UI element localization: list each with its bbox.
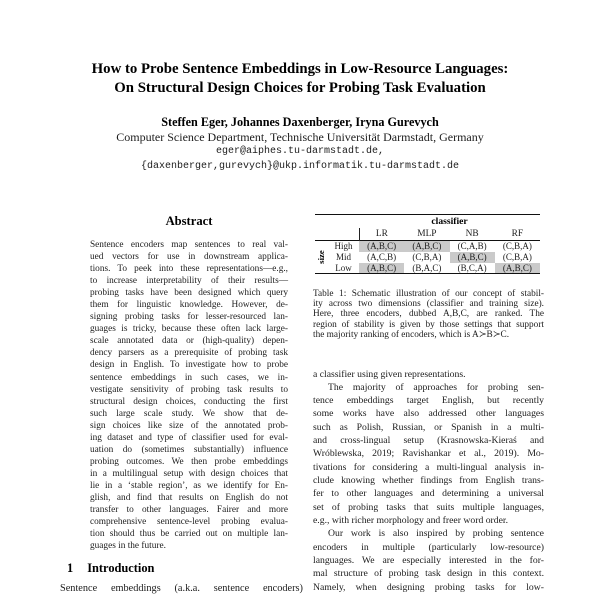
section-title: Introduction: [87, 561, 155, 575]
text-line: tivations for considering a multi-lingual analysis in-: [313, 461, 544, 473]
text-line: some works have also addressed other languages: [313, 408, 544, 420]
text-line: ued vectors for use in downstream applica-: [90, 252, 288, 263]
text-line: Namely, when designing probing tasks for low-: [313, 581, 544, 593]
table-cell: (B,A,C): [412, 262, 442, 273]
section-heading-introduction: [67, 561, 154, 576]
text-line: e.g., with richer morphology and freer word order.: [313, 514, 509, 526]
text-line: to increase interpretability of their results—: [90, 276, 288, 287]
text-line: in a multilingual setup with design choices that: [90, 468, 288, 479]
table-1-header: [315, 215, 540, 241]
text-line: probing tasks have been designed which query: [90, 288, 288, 299]
text-line: guages is tricky, because these often lack large-: [90, 324, 288, 335]
text-line: fer to other languages and determining a universal: [313, 488, 544, 500]
text-line: such large scale study. We show that de-: [90, 408, 288, 419]
text-line: sign choices like size of the annotated prob-: [90, 420, 288, 431]
text-line: set of probing tasks that suits multiple languages,: [313, 501, 544, 513]
text-line: scale annotated data or (high-quality) depen-: [90, 336, 288, 347]
text-line: uation do (sometimes substantially) influence: [90, 444, 288, 455]
text-line: lie in a ‘stable region’, as we identify for En-: [90, 480, 288, 491]
text-line: and cross-lingual setup (Krasnowska-Kieraś and: [313, 435, 544, 447]
text-line: vestigate sensitivity of probing task results to: [90, 384, 288, 395]
text-line: such as Polish, Russian, or Spanish in a multi-: [313, 421, 544, 433]
right-column-text: [313, 368, 544, 594]
text-line: Sentence embeddings (a.k.a. sentence encoders): [60, 582, 303, 594]
email-line-1: eger@aiphes.tu-darmstadt.de,: [215, 146, 385, 157]
table-cell: (A,B,C): [495, 263, 540, 274]
table-1-body: [315, 241, 540, 274]
abstract-heading: Abstract: [165, 214, 213, 228]
text-line: tions. To peek into these representations—e.g.,: [90, 264, 288, 275]
table-cell: (A,B,C): [359, 263, 404, 274]
text-line: languages. We are especially interested in the for-: [313, 554, 544, 566]
text-line: encoders in multiple (particularly low-resource): [313, 541, 544, 553]
text-line: region of stability is given by those settings that support: [313, 319, 544, 330]
table-row: [315, 241, 540, 252]
text-line: probing outcomes. We then probe embeddings: [90, 456, 288, 467]
column-header-lr: LR: [359, 228, 404, 241]
column-header-nb: NB: [465, 229, 479, 239]
text-line: ity across two dimensions (classifier and training size).: [313, 298, 544, 309]
row-group-label: size: [316, 250, 326, 265]
text-line: them for linguistic knowledge. However, de-: [90, 300, 288, 311]
table-cell: (A,B,C): [404, 241, 449, 252]
table-cell: (C,B,A): [412, 252, 442, 263]
paper-title: [0, 60, 600, 98]
table-1-caption: [313, 289, 544, 341]
text-line: guages in the future.: [90, 541, 166, 552]
paper-title-line-1: How to Probe Sentence Embeddings in Low-Resource Languages:: [91, 61, 509, 77]
text-line: transfer to other languages. Fairer and more: [90, 505, 288, 516]
row-label-low: Low: [335, 262, 352, 273]
table-cell: (A,B,C): [359, 241, 404, 252]
paper-title-line-2: On Structural Design Choices for Probing Task Evaluation: [114, 80, 486, 96]
table-row: [315, 252, 540, 263]
table-1: [315, 214, 540, 274]
introduction-text: [60, 582, 303, 595]
text-line: Here, three encoders, dubbed A,B,C, are ranked. The: [313, 309, 544, 320]
section-number: 1: [67, 561, 74, 575]
table-1-grid: [315, 214, 540, 274]
text-line: ing dataset and type of classifier used for eval-: [90, 432, 288, 443]
text-line: structural design choices, conducting the first: [90, 396, 288, 407]
text-line: the majority ranking of encoders, which is A≻B≻C.: [313, 329, 510, 340]
email-line-2: {daxenberger,gurevych}@ukp.informatik.tu-darmstadt.de: [140, 160, 460, 172]
text-line: clude knowing whether findings from English trans-: [313, 475, 544, 486]
text-line: dency parsers as a prerequisite of probing task: [90, 348, 288, 359]
text-line: The majority of approaches for probing sen-: [328, 381, 544, 393]
text-line: mal structure of probing task design in this context.: [313, 568, 544, 580]
text-line: signing probing tasks for lesser-resourced lan-: [90, 312, 288, 323]
table-cell: (C,B,A): [502, 252, 532, 263]
text-line: glish, and find that results on English do not: [90, 492, 288, 503]
table-cell: (A,B,C): [450, 252, 495, 263]
table-cell: (C,A,B): [457, 241, 487, 252]
table-group-header: classifier: [431, 216, 468, 227]
text-line: design in English. To investigate how to probe: [90, 360, 288, 371]
abstract-text: [90, 239, 288, 552]
text-line: Table 1: Schematic illustration of our concept of stabil-: [313, 288, 544, 299]
text-line: sentence embeddings in such cases, we in-: [90, 372, 288, 383]
column-header-rf: RF: [511, 229, 524, 239]
column-header-mlp: MLP: [417, 229, 437, 239]
text-line: Our work is also inspired by probing sentence: [328, 528, 544, 540]
text-line: comprehensive sentence-level probing evalua-: [90, 517, 288, 528]
row-label-high: High: [334, 241, 353, 252]
table-cell: (C,B,A): [502, 241, 532, 252]
text-line: a classifier using given representations.: [313, 368, 466, 380]
table-cell: (B,C,A): [457, 262, 487, 273]
table-cell: (A,C,B): [367, 252, 397, 263]
table-row: [315, 263, 540, 274]
text-line: Wróblewska, 2019; Ravishankar et al., 2019). Mo-: [313, 448, 544, 460]
text-line: Sentence encoders map sentences to real val-: [90, 240, 288, 250]
row-label-mid: Mid: [335, 252, 351, 263]
affiliation: Computer Science Department, Technische Universität Darmstadt, Germany: [116, 129, 484, 144]
authors: Steffen Eger, Johannes Daxenberger, Iryna Gurevych: [161, 115, 439, 129]
text-line: tence embeddings target English, but recently: [313, 395, 544, 407]
text-line: tion should thus be carried out on multiple lan-: [90, 529, 288, 540]
